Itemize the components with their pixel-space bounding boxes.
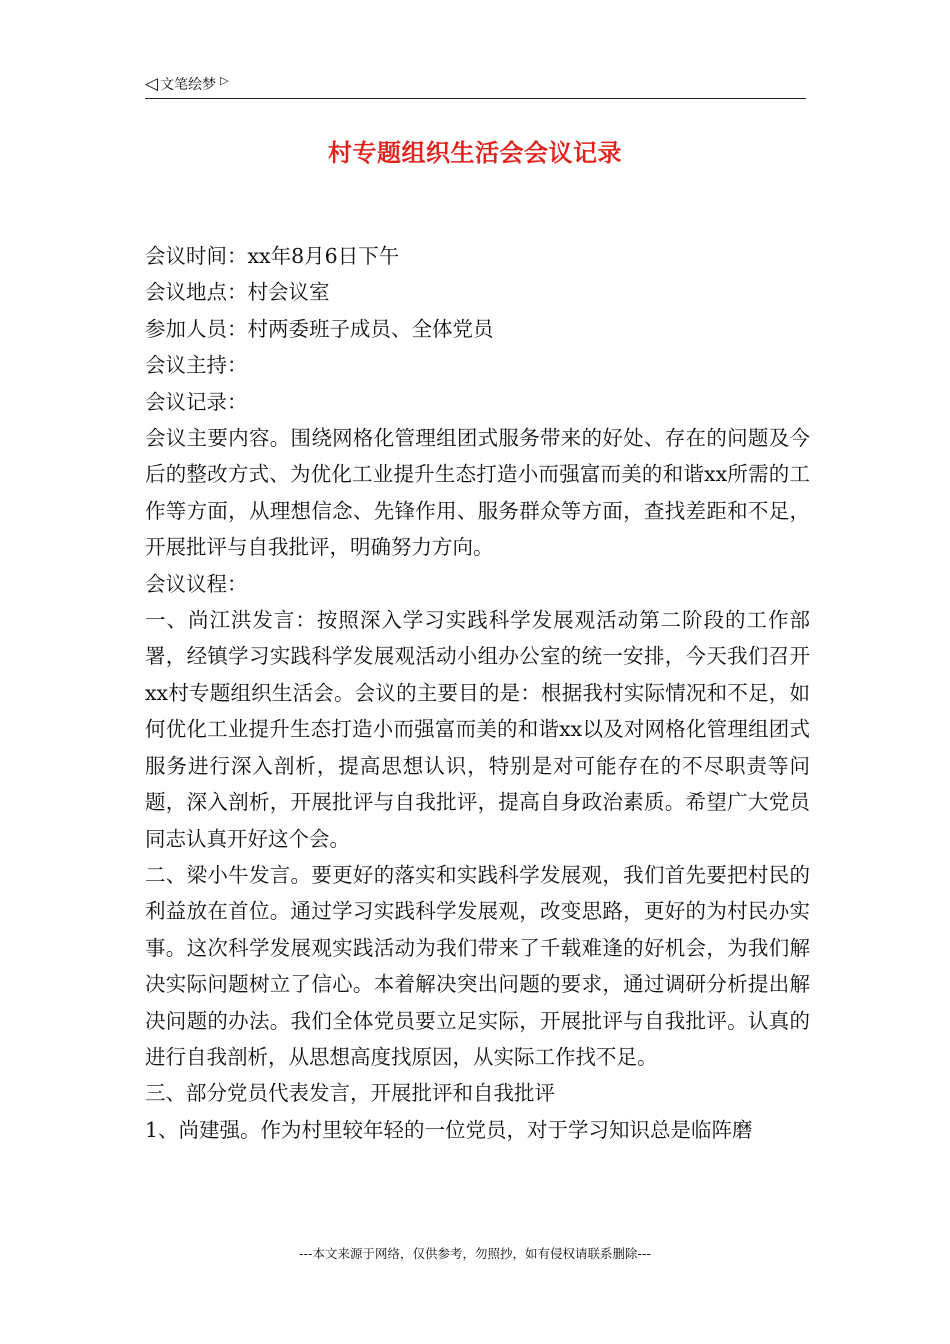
document-title: 村专题组织生活会会议记录 xyxy=(328,139,622,167)
agenda-item-3: 三、部分党员代表发言，开展批评和自我批评 xyxy=(145,1081,555,1106)
header-brand: 文笔绘梦 xyxy=(160,77,217,93)
document-body xyxy=(145,238,810,1148)
agenda-item-1: 一、尚江洪发言：按照深入学习实践科学发展观活动第二阶段的工作部署，经镇学习实践科学发展观活动小组办公室的统一安排，今天我们召开xx村专题组织生活会。会议的主要目的是：根据我村实际情况和不足，如何优化工业提升生态打造小而强富而美的和谐xx以及对网格化管理组团式服务进行深入剖析，提高思想认识，特别是对可能存在的不尽职责等问题，深入剖析，开展批评与自我批评，提高自身政治素质。希望广大党员同志认真开好这个会。 xyxy=(145,608,810,851)
agenda-item-2: 二、梁小牛发言。要更好的落实和实践科学发展观，我们首先要把村民的利益放在首位。通过学习实践科学发展观，改变思路，更好的为村民办实事。这次科学发展观实践活动为我们带来了千载难逢的好机会，为我们解决实际问题树立了信心。本着解决突出问题的要求，通过调研分析提出解决问题的办法。我们全体党员要立足实际，开展批评与自我批评。认真的进行自我剖析，从思想高度找原因，从实际工作找不足。 xyxy=(145,862,810,1069)
page-header xyxy=(145,74,806,99)
meeting-time: 会议时间：xx年8月6日下午 xyxy=(145,244,400,268)
meeting-main-content: 会议主要内容。围绕网格化管理组团式服务带来的好处、存在的问题及今后的整改方式、为优化工业提升生态打造小而强富而美的和谐xx所需的工作等方面，从理想信念、先锋作用、服务群众等方面，查找差距和不足，开展批评与自我批评，明确努力方向。 xyxy=(145,426,810,560)
meeting-host: 会议主持： xyxy=(145,353,248,378)
page-footer: ---本文来源于网络，仅供参考，勿照抄，如有侵权请联系删除--- xyxy=(298,1246,652,1261)
meeting-attendees: 参加人员：村两委班子成员、全体党员 xyxy=(145,316,494,341)
agenda-subitem-1: 1、尚建强。作为村里较年轻的一位党员，对于学习知识总是临阵磨 xyxy=(145,1117,753,1142)
left-triangle-icon: ◁ xyxy=(145,74,159,94)
meeting-recorder: 会议记录： xyxy=(145,389,248,414)
meeting-location: 会议地点：村会议室 xyxy=(145,280,330,305)
meeting-agenda-heading: 会议议程： xyxy=(145,571,248,596)
right-triangle-icon: ▷ xyxy=(220,73,229,87)
